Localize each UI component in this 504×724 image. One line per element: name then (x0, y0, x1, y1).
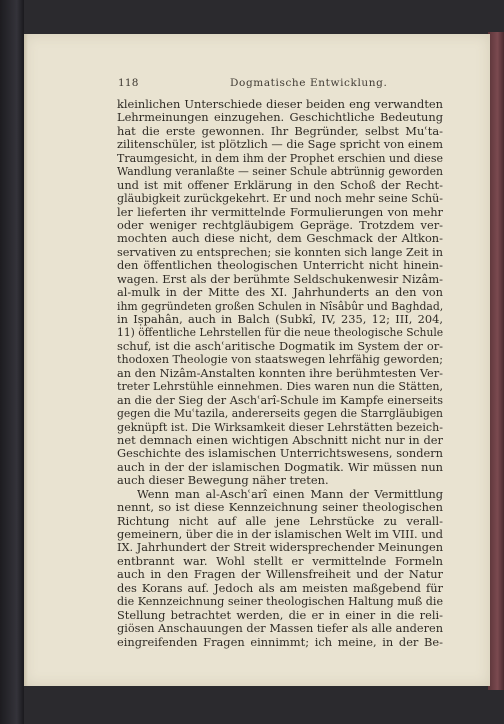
text-line: auch dieser Bewegung näher treten. (117, 473, 329, 488)
text-line: in Iṣpahân, auch in Balch (Subkî, IV, 235, 12; III, 204, (117, 312, 443, 326)
text-line: gegen die Muʿtazila, andererseits gegen die Starrgläubigen (117, 407, 443, 421)
text-line: Richtung nicht auf alle jene Lehrstücke zu verall- (117, 513, 443, 528)
text-line: des Korans auf. Jedoch als am meisten maßgebend für (117, 580, 443, 595)
page-gutter-shadow (24, 34, 28, 686)
text-line: net demnach einen wichtigen Abschnitt nicht nur in der (117, 432, 443, 447)
text-line: mochten auch diese nicht, dem Geschmack der Altkon- (117, 231, 443, 246)
text-line: an den Nizâm-Anstalten konnten ihre berühmtesten Ver- (117, 365, 443, 380)
text-line: Wandlung veranlaßte — seiner Schule abtrünnig geworden (117, 165, 444, 179)
text-line: auch in der der islamischen Dogmatik. Wir müssen nun (117, 459, 443, 474)
running-title: Dogmatische Entwicklung. (230, 77, 388, 89)
text-line: geknüpft ist. Die Wirksamkeit dieser Lehrstätten bezeich- (117, 420, 443, 434)
text-line: servativen zu entsprechen; sie konnten sich lange Zeit in (117, 245, 444, 259)
text-line: Traumgesicht, in dem ihm der Prophet erschien und diese (117, 151, 443, 165)
text-line: den öffentlichen theologischen Unterricht nicht hinein- (117, 258, 443, 273)
text-line: eingreifenden Fragen einnimmt; ich meine, in der Be- (117, 634, 443, 649)
text-line: wagen. Erst als der berühmte Seldschukenwesir Nizâm- (117, 271, 443, 286)
text-line: Lehrmeinungen einzugehen. Geschichtliche Bedeutung (117, 110, 443, 125)
text-line: schuf, ist die aschʿaritische Dogmatik im System der or- (117, 338, 443, 353)
page-number: 118 (118, 77, 139, 89)
text-line: nennt, so ist diese Kennzeichnung seiner theologischen (117, 500, 443, 515)
text-line: giösen Anschauungen der Massen tiefer als alle anderen (117, 621, 443, 636)
text-line: hat die erste gewonnen. Ihr Begründer, selbst Muʿta- (117, 123, 443, 138)
book-cover-edge (488, 32, 504, 690)
text-line: an die der Sieg der Aschʿarî-Schule im Kampfe einerseits (117, 393, 443, 407)
text-line: ler lieferten ihr vermittelnde Formulierungen von mehr (117, 204, 443, 219)
body-text (117, 98, 443, 649)
text-line: die Kennzeichnung seiner theologischen Haltung muß die (117, 595, 443, 609)
text-line: Geschichte des islamischen Unterrichtswesens, sondern (117, 446, 443, 461)
text-line: gläubigkeit zurückgekehrt. Er und noch mehr seine Schü- (117, 192, 443, 206)
text-line: kleinlichen Unterschiede dieser beiden eng verwandten (117, 97, 443, 111)
page-header (118, 77, 448, 93)
text-line: al-mulk in der Mitte des XI. Jahrhunderts an den von (117, 285, 443, 300)
book-binding-edge (0, 0, 24, 724)
text-line: oder weniger rechtgläubigem Gepräge. Trotzdem ver- (117, 217, 443, 232)
text-line: thodoxen Theologie von staatswegen lehrfähig geworden; (117, 353, 443, 367)
text-line: entbrannt war. Wohl stellt er vermittelnde Formeln (117, 553, 443, 568)
text-line: 11) öffentliche Lehrstellen für die neue theologische Schule (117, 326, 444, 340)
text-line: und ist mit offener Erklärung in den Schoß der Recht- (117, 177, 443, 192)
text-line: treter Lehrstühle einnehmen. Dies waren nun die Stätten, (117, 380, 444, 394)
text-line: Stellung betrachtet werden, die er in einer in die reli- (117, 607, 443, 622)
text-line: gemeinern, über die in der islamischen Welt im VIII. und (117, 528, 444, 541)
text-line: Wenn man al-Aschʿarî einen Mann der Vermittlung (137, 486, 443, 501)
text-line: auch in den Fragen der Willensfreiheit und der Natur (117, 567, 443, 582)
text-line: IX. Jahrhundert der Streit widersprechender Meinungen (117, 540, 443, 555)
text-line: ihm gegründeten großen Schulen in Nîsâbûr und Baghdad, (117, 299, 444, 313)
text-line: zilitenschüler, ist plötzlich — die Sage spricht von einem (117, 137, 443, 152)
